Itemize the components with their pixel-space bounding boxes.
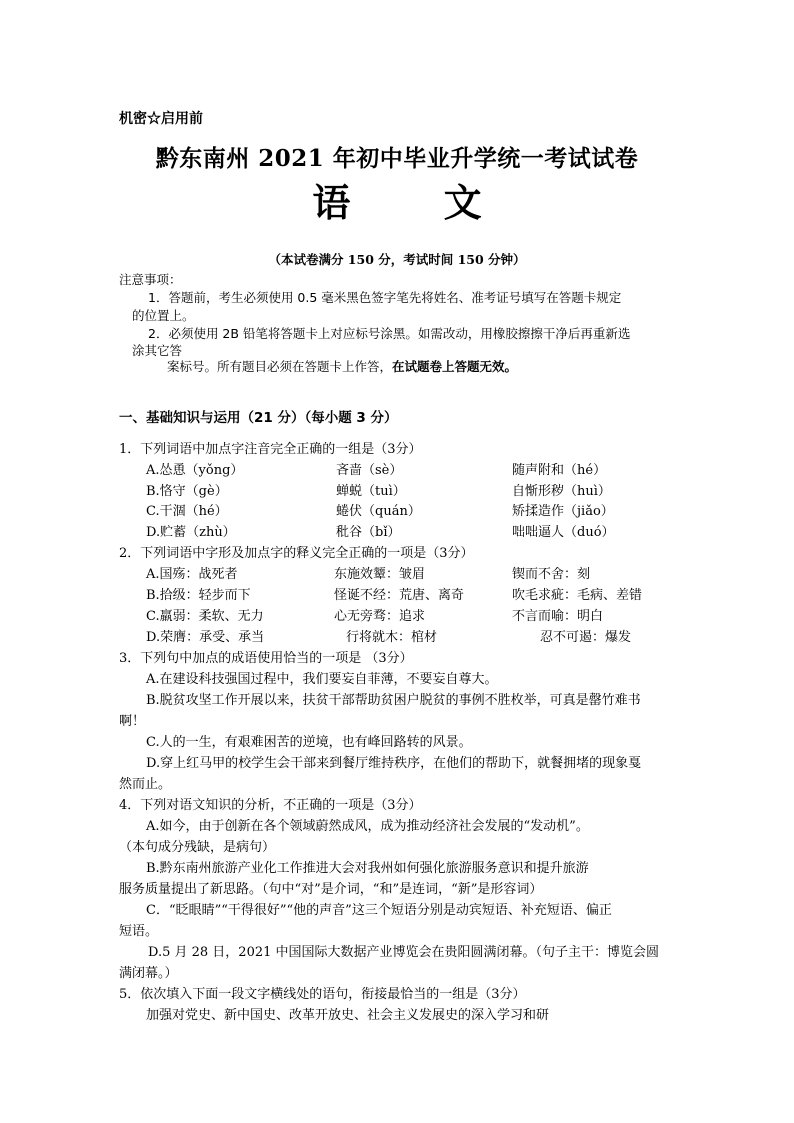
q2-option: B.拾级：轻步而下 [146,588,251,603]
note-emphasis: 在试题卷上答题无效。 [392,359,518,374]
q4-option-b: B.黔东南州旅游产业化工作推进大会对我州如何强化旅游服务意识和提升旅游 [146,861,589,876]
q3-option-c: C.人的一生，有艰难困苦的逆境，也有峰回路转的风景。 [146,735,472,750]
q2-option: A.国殇：战死者 [146,567,238,582]
exam-title: 黔东南州 2021 年初中毕业升学统一考试试卷 [155,145,639,172]
q3-option-d-cont: 然而止。 [119,777,172,792]
q1-option: 咄咄逼人（duó） [512,525,615,540]
question-2-stem: 2．下列词语中字形及加点字的释义完全正确的一项是（3分） [119,546,474,561]
q2-option: 行将就木：棺材 [346,630,438,645]
q2-option: 吹毛求疵：毛病、差错 [512,588,643,603]
note-line: 涂其它答 [132,343,183,358]
q2-option: 不言而喻：明白 [512,609,604,624]
q1-option: 随声附和（hé） [512,463,607,478]
question-1-stem: 1．下列词语中加点字注音完全正确的一组是（3分） [119,442,422,457]
q1-option: D.贮蓄（zhù） [146,525,236,540]
question-5-stem: 5．依次填入下面一段文字横线处的语句，衔接最恰当的一组是（3分） [119,987,526,1002]
q4-option-d: D.5 月 28 日，2021 中国国际大数据产业博览会在贵阳圆满闭幕。（句子主干：博览会圆 [148,945,660,960]
q2-option: D.荣膺：承受、承当 [146,630,265,645]
q1-option: B.恪守（gè） [146,484,228,499]
q2-option: C.羸弱：柔软、无力 [146,609,264,624]
q1-option: 自惭形秽（huì） [512,484,611,499]
q1-option: A.怂恿（yǒng） [146,463,244,478]
note-line: 1．答题前，考生必须使用 0.5 毫米黑色签字笔先将姓名、准考证号填写在答题卡规定 [148,290,622,305]
q2-option: 忍不可遏：爆发 [540,630,632,645]
q3-option-b: B.脱贫攻坚工作开展以来，扶贫干部帮助贫困户脱贫的事例不胜枚举，可真是罄竹难书 [146,693,641,708]
section-heading: 一、基础知识与运用（21 分）（每小题 3 分） [119,410,398,426]
q1-option: 蜷伏（quán） [336,504,421,519]
note-line: 2．必须使用 2B 铅笔将答题卡上对应标号涂黑。如需改动，用橡胶擦擦干净后再重新选 [148,326,631,341]
q4-option-b-cont: 服务质量提出了新思路。（句中“对”是介词，“和”是连词，“新”是形容词） [119,882,543,897]
confidential-label: 机密☆启用前 [119,111,203,127]
q1-option: 秕谷（bǐ） [336,525,401,540]
question-3-stem: 3．下列句中加点的成语使用恰当的一项是 （3分） [119,651,413,666]
q2-option: 锲而不舍：刻 [512,567,591,582]
note-line: 的位置上。 [132,308,195,323]
q3-option-b-cont: 啊！ [119,714,146,729]
q4-option-c-cont: 短语。 [119,924,159,939]
q4-option-d-cont: 满闭幕。） [119,966,178,981]
subject-title: 语 文 [312,180,522,225]
q4-option-a-cont: （本句成分残缺，是病句） [119,840,276,855]
notes-heading: 注意事项： [119,272,182,287]
q3-option-a: A.在建设科技强国过程中，我们要妄自菲薄，不要妄自尊大。 [146,672,498,687]
q2-option: 心无旁骛：追求 [334,609,426,624]
q1-option: 矫揉造作（jiǎo） [512,504,614,519]
q1-option: 吝啬（sè） [336,463,403,478]
q1-option: 蝉蜕（tuì） [336,484,406,499]
q4-option-c: C．“眨眼睛”“干得很好”“他的声音”这三个短语分别是动宾短语、补充短语、偏正 [146,903,612,918]
q4-option-a: A.如今，由于创新在各个领域蔚然成风，成为推动经济社会发展的“发动机”。 [146,819,589,834]
q2-option: 怪诞不经：荒唐、离奇 [334,588,465,603]
exam-info: （本试卷满分 150 分，考试时间 150 分钟） [268,252,526,267]
note-text: 案标号。所有题目必须在答题卡上作答， [167,359,393,374]
note-line [167,357,517,375]
question-4-stem: 4．下列对语文知识的分析，不正确的一项是（3分） [119,798,422,813]
q5-passage: 加强对党史、新中国史、改革开放史、社会主义发展史的深入学习和研 [146,1008,550,1023]
q2-option: 东施效颦：皱眉 [334,567,426,582]
q3-option-d: D.穿上红马甲的校学生会干部来到餐厅维持秩序，在他们的帮助下，就餐拥堵的现象戛 [146,756,642,771]
q1-option: C.干涸（hé） [146,504,228,519]
